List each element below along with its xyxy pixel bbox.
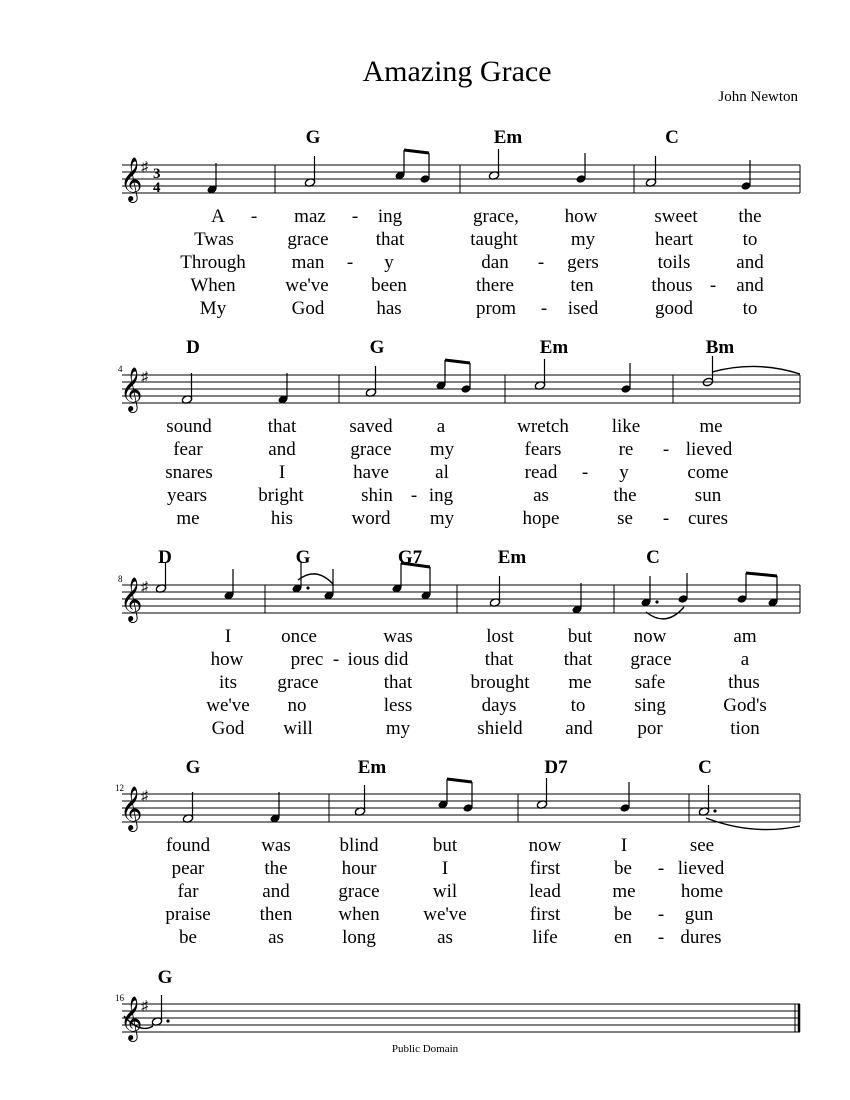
lyric-hyphen: - (250, 206, 258, 227)
lyric-syllable: taught (470, 229, 518, 250)
lyric-syllable: ious did (347, 649, 409, 670)
staff (122, 375, 800, 403)
lyric-syllable: hope (522, 508, 560, 529)
treble-clef-icon: 𝄞 (120, 579, 143, 621)
lyric-syllable: years (166, 485, 208, 506)
lyric-syllable: shield (477, 718, 523, 739)
lyric-syllable: now (528, 835, 562, 856)
lyric-syllable: life (532, 927, 558, 948)
lyric-syllable: snares (165, 462, 213, 483)
treble-clef-icon: 𝄞 (120, 369, 143, 411)
lyric-syllable: wil (432, 881, 458, 902)
chord-symbol: C (698, 757, 712, 778)
lyric-syllable: blind (339, 835, 379, 856)
composer-name: John Newton (718, 89, 798, 105)
lyric-syllable: sing (634, 695, 666, 716)
lyric-syllable: lieved (677, 858, 725, 879)
lyric-syllable: a (436, 416, 446, 437)
lyric-syllable: that (375, 229, 405, 250)
system-2 (118, 337, 800, 529)
lyric-syllable: prom (475, 298, 517, 319)
lyric-syllable: pear (171, 858, 205, 879)
lyric-hyphen: - (657, 904, 665, 925)
lyric-syllable: I (441, 858, 449, 879)
lyric-syllable: toils (657, 252, 691, 273)
lyric-syllable: will (283, 718, 313, 739)
lyric-syllable: be (179, 927, 197, 948)
lyric-syllable: but (567, 626, 593, 647)
lyric-syllable: be (614, 904, 632, 925)
lyric-syllable: first (529, 904, 561, 925)
lyric-syllable: was (383, 626, 413, 647)
lyric-syllable: and (262, 881, 290, 902)
lyric-syllable: lieved (685, 439, 733, 460)
lyric-syllable: A (211, 206, 225, 227)
lyric-syllable: Twas (194, 229, 234, 250)
lyric-syllable: brought (470, 672, 530, 693)
lyric-syllable: I (224, 626, 232, 647)
lyric-syllable: Through (180, 252, 246, 273)
lyric-syllable: to (742, 229, 758, 250)
copyright-footer: Public Domain (391, 1043, 459, 1055)
lyric-syllable: his (270, 508, 294, 529)
lyric-syllable: like (611, 416, 641, 437)
lyrics-verse-4 (190, 275, 764, 296)
lyric-syllable: found (165, 835, 211, 856)
staff (122, 165, 800, 193)
lyric-syllable: far (177, 881, 199, 902)
lyric-hyphen: - (662, 508, 670, 529)
lyric-syllable: as (268, 927, 284, 948)
lyric-syllable: we've (206, 695, 250, 716)
lyrics-verse-5 (212, 718, 761, 739)
lyrics-verse-2 (172, 858, 725, 879)
lyric-syllable: ised (567, 298, 599, 319)
chord-symbol: G (185, 757, 201, 778)
lyric-hyphen: - (332, 649, 340, 670)
lyric-syllable: and (736, 275, 764, 296)
lyric-syllable: and (565, 718, 593, 739)
lyric-syllable: cures (687, 508, 729, 529)
lyrics-verse-3 (180, 252, 764, 273)
lyric-syllable: fear (173, 439, 203, 460)
chord-symbol: G (157, 967, 173, 988)
lyric-syllable: first (529, 858, 561, 879)
lyric-syllable: read (524, 462, 558, 483)
lyric-syllable: sweet (654, 206, 698, 227)
lyric-syllable: that (563, 649, 593, 670)
lyric-syllable: that (484, 649, 514, 670)
chord-symbol: Em (357, 757, 387, 778)
lyric-syllable: me (699, 416, 723, 437)
sharp-icon: ♯ (141, 789, 148, 804)
lyric-syllable: fears (524, 439, 562, 460)
lyric-syllable: to (742, 298, 758, 319)
chord-symbol: C (665, 127, 679, 148)
lyric-syllable: shin (361, 485, 393, 506)
lyric-syllable: was (261, 835, 291, 856)
lyric-syllable: thous (651, 275, 693, 296)
lyric-syllable: once (281, 626, 317, 647)
lyric-syllable: saved (349, 416, 393, 437)
lyric-syllable: grace (630, 649, 672, 670)
lyric-syllable: ing (428, 485, 454, 506)
lyric-syllable: heart (655, 229, 693, 250)
lyric-syllable: al (435, 462, 449, 483)
lyrics-verse-2 (211, 649, 750, 670)
tie (712, 366, 800, 374)
system-1 (120, 127, 800, 319)
lyric-syllable: am (733, 626, 757, 647)
lyric-syllable: my (570, 229, 596, 250)
lyric-syllable: me (176, 508, 200, 529)
lyrics-verse-2 (173, 439, 732, 460)
lyric-syllable: I (620, 835, 628, 856)
time-signature-bottom: 4 (153, 180, 161, 196)
lyric-syllable: re (618, 439, 634, 460)
lyric-syllable: days (481, 695, 517, 716)
system-5 (115, 967, 800, 1042)
lyric-syllable: y (384, 252, 394, 273)
lyrics-verse-3 (177, 881, 723, 902)
lyric-syllable: my (429, 508, 455, 529)
lyric-syllable: be (614, 858, 632, 879)
note-quarter (620, 782, 631, 813)
lyric-syllable: no (287, 695, 307, 716)
lyric-syllable: grace (287, 229, 329, 250)
lyric-syllable: se (617, 508, 633, 529)
chord-symbol: D (186, 337, 200, 358)
lyric-syllable: sound (166, 416, 212, 437)
lyric-syllable: grace (338, 881, 380, 902)
lyric-syllable: a (740, 649, 750, 670)
lyric-syllable: My (199, 298, 227, 319)
lyric-syllable: come (687, 462, 729, 483)
lyric-syllable: gun (684, 904, 714, 925)
sharp-icon: ♯ (141, 370, 148, 385)
lyric-syllable: we've (285, 275, 329, 296)
lyric-syllable: my (429, 439, 455, 460)
lyric-syllable: grace (350, 439, 392, 460)
lyric-syllable: When (190, 275, 236, 296)
lyrics-verse-5 (176, 508, 728, 529)
lyric-syllable: I (278, 462, 286, 483)
lyric-syllable: dures (680, 927, 722, 948)
staff (122, 794, 800, 822)
lyric-syllable: long (342, 927, 376, 948)
lyric-hyphen: - (351, 206, 359, 227)
lyric-syllable: that (383, 672, 413, 693)
lyric-syllable: see (689, 835, 715, 856)
lyrics-verse-4 (167, 485, 722, 506)
lyric-syllable: sun (694, 485, 722, 506)
chord-symbol: G (369, 337, 385, 358)
chord-symbol: G (305, 127, 321, 148)
tie (706, 818, 800, 830)
lyric-syllable: gers (567, 252, 599, 273)
lyric-syllable: en (614, 927, 632, 948)
system-3 (118, 547, 800, 739)
lyric-syllable: less (383, 695, 413, 716)
lyric-hyphen: - (709, 275, 717, 296)
chord-symbol: Em (539, 337, 569, 358)
sharp-icon: ♯ (141, 580, 148, 595)
chord-symbol: Em (493, 127, 523, 148)
chord-symbol: D (158, 547, 172, 568)
lyric-syllable: bright (258, 485, 304, 506)
lyric-syllable: y (619, 462, 629, 483)
song-title: Amazing Grace (362, 55, 552, 88)
lyric-syllable: has (376, 298, 402, 319)
lyric-hyphen: - (537, 252, 545, 273)
lyric-syllable: have (353, 462, 389, 483)
lyric-syllable: me (612, 881, 636, 902)
staff (122, 585, 800, 613)
slur (298, 574, 333, 584)
lyric-hyphen: - (410, 485, 418, 506)
lyric-syllable: there (476, 275, 514, 296)
lyric-syllable: then (259, 904, 293, 925)
lyric-syllable: that (267, 416, 297, 437)
lyrics-verse-2 (194, 229, 757, 250)
lyric-syllable: how (564, 206, 598, 227)
lyric-syllable: ten (570, 275, 594, 296)
chord-symbol: C (646, 547, 660, 568)
lyric-syllable: good (655, 298, 693, 319)
lyric-syllable: God (291, 298, 325, 319)
lyrics-verse-4 (206, 695, 767, 716)
lyric-syllable: por (637, 718, 663, 739)
measure-number: 8 (118, 574, 123, 584)
lyrics-verse-1 (211, 206, 761, 227)
measure-number: 12 (115, 783, 124, 793)
lyric-hyphen: - (540, 298, 548, 319)
lyric-syllable: but (432, 835, 458, 856)
lyrics-verse-1 (166, 416, 722, 437)
lyric-syllable: now (633, 626, 667, 647)
lyric-syllable: God's (723, 695, 767, 716)
lyric-syllable: safe (634, 672, 666, 693)
lyrics-verse-1 (225, 626, 757, 647)
sharp-icon: ♯ (141, 999, 148, 1014)
treble-clef-icon: 𝄞 (120, 159, 143, 201)
lyric-syllable: prec (290, 649, 324, 670)
chord-symbol: G (295, 547, 311, 568)
lyric-syllable: as (437, 927, 453, 948)
lyric-hyphen: - (662, 439, 670, 460)
lyric-syllable: grace (277, 672, 319, 693)
lyrics-verse-1 (166, 835, 714, 856)
note-quarter (576, 153, 587, 184)
lyrics-verse-5 (200, 298, 758, 319)
lyric-syllable: dan (481, 252, 509, 273)
note-eighth-pair (737, 573, 779, 607)
measure-number: 4 (118, 364, 123, 374)
note-eighth (678, 573, 689, 604)
lyric-syllable: ing (377, 206, 403, 227)
chord-symbol: G7 (397, 547, 423, 568)
lyric-syllable: and (736, 252, 764, 273)
lyric-syllable: my (385, 718, 411, 739)
lyric-syllable: maz (294, 206, 326, 227)
lyrics-verse-3 (165, 462, 728, 483)
lyric-syllable: wretch (517, 416, 569, 437)
sharp-icon: ♯ (141, 160, 148, 175)
lyric-syllable: as (533, 485, 549, 506)
lyric-syllable: its (219, 672, 237, 693)
lyric-syllable: when (338, 904, 380, 925)
lyric-syllable: God (211, 718, 245, 739)
chord-symbol: Em (497, 547, 527, 568)
lyric-syllable: and (268, 439, 296, 460)
lyric-syllable: hour (341, 858, 377, 879)
lyric-syllable: word (351, 508, 391, 529)
lyric-hyphen: - (581, 462, 589, 483)
lyric-syllable: me (568, 672, 592, 693)
lyric-syllable: how (210, 649, 244, 670)
lyric-syllable: grace, (473, 206, 519, 227)
lyrics-verse-3 (219, 672, 760, 693)
lyric-syllable: thus (728, 672, 760, 693)
lyric-syllable: the (613, 485, 637, 506)
measure-number: 16 (115, 993, 124, 1003)
lyric-syllable: we've (423, 904, 467, 925)
lyric-syllable: the (738, 206, 762, 227)
lyric-syllable: to (570, 695, 586, 716)
lyric-syllable: tion (730, 718, 760, 739)
treble-clef-icon: 𝄞 (120, 788, 143, 830)
lyrics-verse-4 (165, 904, 713, 925)
chord-symbol: Bm (705, 337, 735, 358)
lyric-hyphen: - (657, 858, 665, 879)
chord-symbol: D7 (544, 757, 568, 778)
lyric-syllable: lost (486, 626, 514, 647)
lyric-syllable: man (291, 252, 325, 273)
note-quarter (621, 363, 632, 394)
lyric-syllable: the (264, 858, 288, 879)
system-4 (115, 757, 800, 948)
lyric-syllable: lead (529, 881, 561, 902)
lyrics-verse-5 (179, 927, 722, 948)
lyric-syllable: praise (165, 904, 211, 925)
time-signature-top: 3 (153, 166, 161, 182)
note-eighth-pair (392, 563, 432, 600)
lyric-hyphen: - (657, 927, 665, 948)
lyric-hyphen: - (346, 252, 354, 273)
staff (122, 1004, 800, 1032)
lyric-syllable: home (680, 881, 724, 902)
lyric-syllable: been (371, 275, 407, 296)
treble-clef-icon: 𝄞 (120, 998, 143, 1040)
